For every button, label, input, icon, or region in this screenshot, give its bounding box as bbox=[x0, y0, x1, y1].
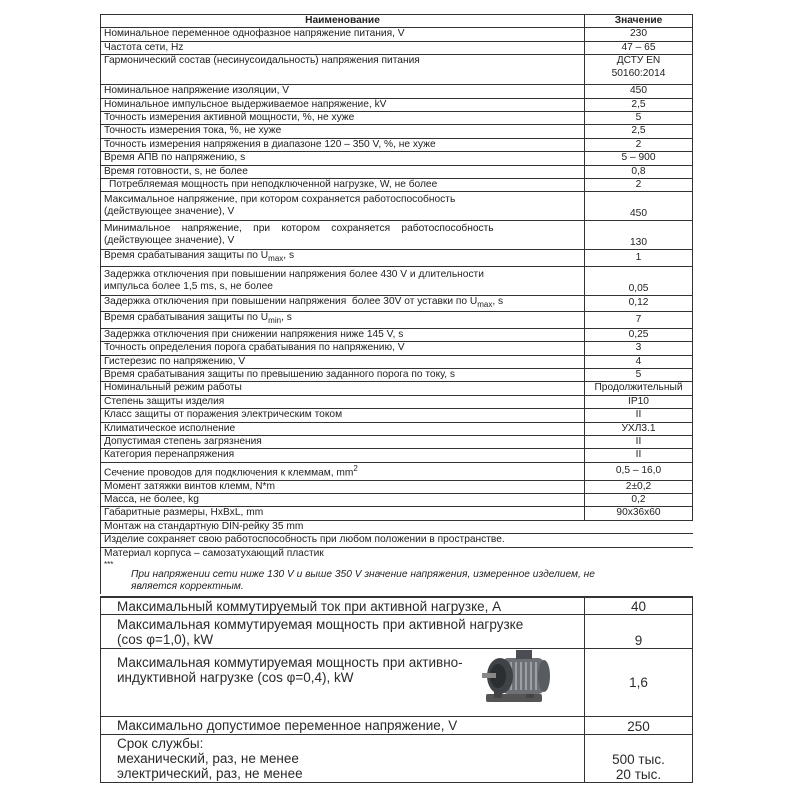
table-row bbox=[101, 649, 693, 717]
electric-motor-icon bbox=[480, 646, 560, 708]
relay-table bbox=[100, 596, 693, 784]
row-name: Гармонический состав (несинусоидальность) напряжения питания bbox=[101, 55, 585, 85]
row-name: Категория перенапряжения bbox=[101, 449, 585, 462]
row-name: Точность измерения активной мощности, %, не хуже bbox=[101, 112, 585, 125]
row-value: 0,12 bbox=[585, 295, 693, 311]
row-value: 47 – 65 bbox=[585, 41, 693, 54]
row-value: 4 bbox=[585, 355, 693, 368]
row-value: 450 bbox=[585, 192, 693, 221]
footnote-line: При напряжении сети ниже 130 V и выше 350 V значение напряжения, измеренное изделием, не bbox=[131, 569, 595, 581]
row-value: 450 bbox=[585, 85, 693, 98]
superscript: 2 bbox=[353, 463, 358, 473]
relay-table-wrap bbox=[100, 596, 692, 784]
table-row bbox=[101, 138, 693, 151]
row-value: 0,8 bbox=[585, 165, 693, 178]
row-name-line: Задержка отключения при повышении напряжения более 430 V и длительности bbox=[104, 268, 484, 280]
note-row bbox=[101, 534, 693, 547]
table-row bbox=[101, 342, 693, 355]
row-value: 2,5 bbox=[585, 125, 693, 138]
row-value: IP10 bbox=[585, 395, 693, 408]
row-value: 1,6 bbox=[585, 649, 693, 717]
row-name: Габаритные размеры, HxBxL, mm bbox=[101, 507, 585, 520]
row-value: II bbox=[585, 436, 693, 449]
row-value: 3 bbox=[585, 342, 693, 355]
row-name-line: Максимальная коммутируемая мощность при активно- bbox=[117, 655, 463, 671]
row-name-line: импульса более 1,5 ms, s, не более bbox=[104, 280, 273, 292]
spec-sheet bbox=[100, 14, 692, 783]
table-row bbox=[101, 312, 693, 328]
row-name-line: механический, раз, не менее bbox=[117, 751, 299, 767]
row-value bbox=[585, 55, 693, 85]
row-name bbox=[101, 735, 585, 783]
row-value: 90x36x60 bbox=[585, 507, 693, 520]
note-text: Изделие сохраняет свою работоспособность при любом положении в пространстве. bbox=[101, 534, 693, 547]
specs-header-row bbox=[101, 15, 693, 28]
table-row bbox=[101, 152, 693, 165]
row-name-text: , s bbox=[281, 312, 292, 324]
subscript: max bbox=[268, 254, 284, 264]
table-row bbox=[101, 422, 693, 435]
row-name-line: Максимальное напряжение, при котором сохраняется работоспособность bbox=[104, 194, 456, 206]
table-row bbox=[101, 615, 693, 649]
row-name: Частота сети, Hz bbox=[101, 41, 585, 54]
header-value: Значение bbox=[585, 15, 693, 28]
row-name: Допустимая степень загрязнения bbox=[101, 436, 585, 449]
row-value-line: 50160:2014 bbox=[611, 67, 666, 79]
table-row bbox=[101, 717, 693, 735]
row-value: 2 bbox=[585, 138, 693, 151]
row-name-text: , s bbox=[492, 295, 504, 307]
table-row bbox=[101, 98, 693, 111]
row-name bbox=[101, 192, 585, 221]
row-value bbox=[585, 735, 693, 783]
note-row bbox=[101, 569, 693, 594]
row-name-text: Задержка отключения при повышении напряжения более 30V от уставки по U bbox=[104, 295, 478, 307]
row-name: Масса, не более, kg bbox=[101, 494, 585, 507]
row-name bbox=[101, 312, 585, 328]
row-name: Время срабатывания защиты по превышению заданного порога по току, s bbox=[101, 369, 585, 382]
note-text: Материал корпуса – самозатухающий пластик bbox=[101, 547, 693, 560]
row-value: II bbox=[585, 449, 693, 462]
row-value: Продолжительный bbox=[585, 382, 693, 395]
row-name bbox=[101, 250, 585, 266]
row-name: Время АПВ по напряжению, s bbox=[101, 152, 585, 165]
row-name: Точность измерения тока, %, не хуже bbox=[101, 125, 585, 138]
row-value: 1 bbox=[585, 250, 693, 266]
row-name: Потребляемая мощность при неподключенной нагрузке, W, не более bbox=[101, 179, 585, 192]
row-value: 250 bbox=[585, 717, 693, 735]
row-name bbox=[101, 266, 585, 295]
note-text: Монтаж на стандартную DIN-рейку 35 mm bbox=[101, 520, 693, 533]
table-row bbox=[101, 221, 693, 250]
row-name: Максимальный коммутируемый ток при активной нагрузке, А bbox=[101, 597, 585, 615]
footnote-text bbox=[101, 569, 693, 594]
table-row bbox=[101, 328, 693, 341]
table-row bbox=[101, 192, 693, 221]
table-row bbox=[101, 480, 693, 493]
row-value: II bbox=[585, 409, 693, 422]
note-row bbox=[101, 547, 693, 560]
table-row bbox=[101, 409, 693, 422]
row-name bbox=[101, 221, 585, 250]
row-value: 40 bbox=[585, 597, 693, 615]
row-value: 0,2 bbox=[585, 494, 693, 507]
row-name bbox=[101, 295, 585, 311]
table-row bbox=[101, 28, 693, 41]
row-name-line: индуктивной нагрузке (cos φ=0,4), kW bbox=[117, 670, 354, 686]
note-row bbox=[101, 520, 693, 533]
row-name: Точность измерения напряжения в диапазоне 120 – 350 V, %, не хуже bbox=[101, 138, 585, 151]
table-row bbox=[101, 85, 693, 98]
subscript: min bbox=[268, 316, 282, 326]
table-row bbox=[101, 436, 693, 449]
table-row bbox=[101, 179, 693, 192]
footnote-line: является корректным. bbox=[131, 581, 244, 593]
table-row bbox=[101, 355, 693, 368]
subscript: max bbox=[477, 299, 493, 309]
row-value: 130 bbox=[585, 221, 693, 250]
row-name-text: Сечение проводов для подключения к клеммам, mm bbox=[104, 467, 354, 479]
row-name-text: , s bbox=[283, 250, 295, 262]
row-name: Класс защиты от поражения электрическим током bbox=[101, 409, 585, 422]
table-row bbox=[101, 250, 693, 266]
row-name-line: (cos φ=1,0), kW bbox=[117, 631, 214, 647]
row-name: Время готовности, s, не более bbox=[101, 165, 585, 178]
row-value-line: ДСТУ EN bbox=[616, 55, 661, 67]
row-name: Задержка отключения при снижении напряжения ниже 145 V, s bbox=[101, 328, 585, 341]
row-value: 2 bbox=[585, 179, 693, 192]
table-row bbox=[101, 125, 693, 138]
table-row bbox=[101, 382, 693, 395]
row-name: Максимально допустимое переменное напряжение, V bbox=[101, 717, 585, 735]
row-name-line: (действующее значение), V bbox=[104, 235, 235, 247]
note-row bbox=[101, 560, 693, 569]
row-name: Момент затяжки винтов клемм, N*m bbox=[101, 480, 585, 493]
row-name bbox=[101, 615, 585, 649]
table-row bbox=[101, 395, 693, 408]
row-name-line: Срок службы: bbox=[117, 736, 204, 752]
row-value: 2±0,2 bbox=[585, 480, 693, 493]
table-row bbox=[101, 41, 693, 54]
table-row bbox=[101, 507, 693, 520]
specs-table bbox=[100, 14, 693, 594]
row-name-text: Время срабатывания защиты по U bbox=[104, 250, 269, 262]
footnote-mark: *** bbox=[101, 560, 693, 569]
row-name-text: Время срабатывания защиты по U bbox=[104, 312, 269, 324]
row-name: Номинальный режим работы bbox=[101, 382, 585, 395]
table-row bbox=[101, 369, 693, 382]
row-value: 0,25 bbox=[585, 328, 693, 341]
row-value: УХЛ3.1 bbox=[585, 422, 693, 435]
row-value: 0,5 – 16,0 bbox=[585, 462, 693, 480]
row-name-line: Минимальное напряжение, при котором сохраняется работоспособность bbox=[104, 223, 494, 235]
table-row bbox=[101, 735, 693, 783]
header-name: Наименование bbox=[101, 15, 585, 28]
table-row bbox=[101, 597, 693, 615]
row-value: 0,05 bbox=[585, 266, 693, 295]
table-row bbox=[101, 112, 693, 125]
row-value: 7 bbox=[585, 312, 693, 328]
row-name-line: электрический, раз, не менее bbox=[117, 766, 303, 782]
row-name-line: Максимальная коммутируемая мощность при активной нагрузке bbox=[117, 616, 524, 632]
row-name: Точность определения порога срабатывания по напряжению, V bbox=[101, 342, 585, 355]
row-name-line: (действующее значение), V bbox=[104, 206, 235, 218]
row-value: 5 bbox=[585, 112, 693, 125]
table-row bbox=[101, 462, 693, 480]
row-value: 5 – 900 bbox=[585, 152, 693, 165]
row-value-line: 20 тыс. bbox=[615, 767, 662, 783]
row-name: Гистерезис по напряжению, V bbox=[101, 355, 585, 368]
row-name bbox=[101, 462, 585, 480]
row-name: Номинальное напряжение изоляции, V bbox=[101, 85, 585, 98]
row-name: Номинальное импульсное выдерживаемое напряжение, kV bbox=[101, 98, 585, 111]
row-value: 230 bbox=[585, 28, 693, 41]
row-value: 5 bbox=[585, 369, 693, 382]
row-value-line: 500 тыс. bbox=[612, 752, 665, 768]
table-row bbox=[101, 266, 693, 295]
table-row bbox=[101, 295, 693, 311]
table-row bbox=[101, 449, 693, 462]
row-name: Климатическое исполнение bbox=[101, 422, 585, 435]
row-name: Степень защиты изделия bbox=[101, 395, 585, 408]
table-row bbox=[101, 494, 693, 507]
row-value: 2,5 bbox=[585, 98, 693, 111]
table-row bbox=[101, 165, 693, 178]
table-row bbox=[101, 55, 693, 85]
row-name: Номинальное переменное однофазное напряжение питания, V bbox=[101, 28, 585, 41]
row-value: 9 bbox=[585, 615, 693, 649]
